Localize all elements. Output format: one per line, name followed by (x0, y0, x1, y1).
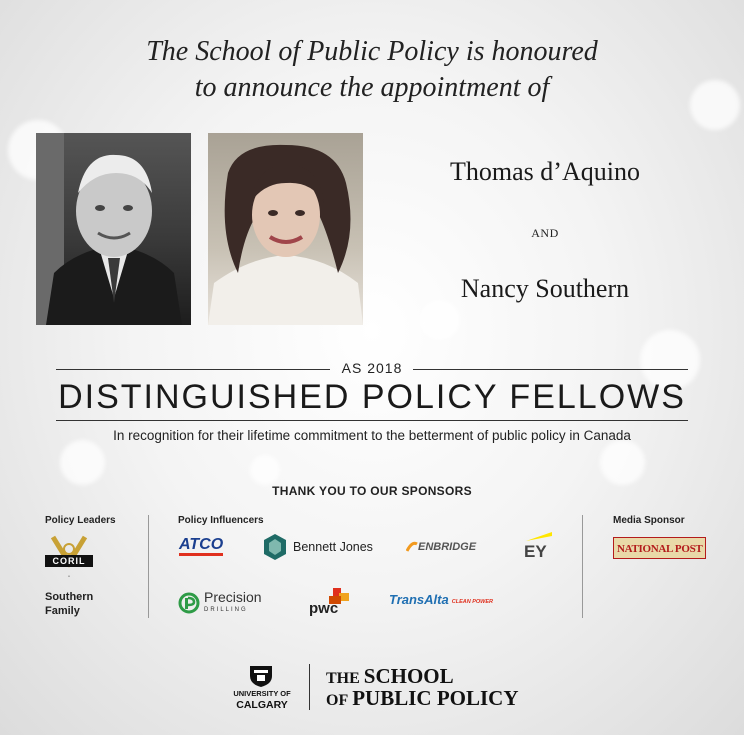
as-year: AS 2018 (341, 360, 403, 376)
ey-beam-icon (522, 532, 554, 542)
ey-logo (522, 532, 554, 564)
atco-wordmark: ATCO (179, 536, 224, 553)
recognition-text: In recognition for their lifetime commitment to the betterment of public policy in Canada (113, 428, 631, 443)
conjunction-and: AND (531, 226, 559, 240)
national-post-logo (613, 537, 706, 559)
headline-line-1: The School of Public Policy is honoured (146, 36, 598, 67)
fellowship-title: DISTINGUISHED POLICY FELLOWS (58, 378, 686, 416)
southern-family-line-1: Southern (45, 591, 94, 603)
coril-wordmark: CORIL (52, 556, 86, 566)
headline-line-2: to announce the appointment of (194, 72, 550, 103)
policy-influencers-label: Policy Influencers (178, 515, 264, 526)
national-post-wordmark: NATIONAL POST (617, 543, 703, 555)
atco-logo (179, 537, 223, 556)
bennett-jones-hex-icon (264, 534, 286, 560)
pwc-logo (309, 588, 351, 620)
precision-wordmark: Precision (204, 589, 262, 605)
transalta-wordmark: TransAlta (389, 592, 449, 607)
portrait-thomas-daquino (36, 133, 191, 325)
svg-text:•: • (68, 575, 70, 580)
sponsor-divider-1 (148, 515, 149, 618)
bokeh-light (250, 455, 280, 485)
enbridge-wordmark: ENBRIDGE (418, 541, 477, 553)
transalta-subtitle: CLEAN POWER (451, 599, 493, 605)
precision-drilling-logo (178, 590, 262, 616)
appointee-name-1: Thomas d’Aquino (450, 157, 640, 186)
bennett-jones-logo (264, 534, 373, 560)
media-sponsor-label: Media Sponsor (613, 515, 685, 526)
footer-divider (309, 664, 310, 710)
school-of-public-policy-line-2 (326, 686, 519, 711)
sponsor-divider-2 (582, 515, 583, 618)
bokeh-light (420, 300, 460, 340)
rule-under-title (56, 420, 688, 421)
ey-wordmark: EY (524, 542, 547, 561)
transalta-logo (389, 592, 493, 607)
appointee-name-2: Nancy Southern (460, 274, 630, 303)
enbridge-swoosh-icon (406, 541, 418, 553)
coril-logo (45, 533, 93, 581)
headline (0, 34, 744, 106)
university-line-2: CALGARY (236, 699, 288, 711)
school-public-policy: PUBLIC POLICY (352, 686, 519, 710)
university-line-1: UNIVERSITY OF (233, 689, 291, 698)
southern-family (45, 590, 93, 618)
university-of-calgary-wordmark (229, 689, 295, 711)
bennett-jones-wordmark: Bennett Jones (293, 540, 373, 554)
southern-family-line-2: Family (45, 605, 80, 617)
portrait-nancy-southern (208, 133, 363, 325)
policy-leaders-label: Policy Leaders (45, 515, 116, 526)
school-the: THE (326, 670, 360, 687)
school-school: SCHOOL (363, 664, 454, 688)
school-of: OF (326, 692, 349, 709)
sponsors-heading: THANK YOU TO OUR SPONSORS (272, 484, 472, 498)
bokeh-light (600, 440, 645, 485)
precision-p-icon (178, 592, 200, 614)
precision-subtitle: DRILLING (204, 607, 248, 613)
pwc-wordmark: pwc (309, 600, 339, 617)
bokeh-light (60, 440, 105, 485)
enbridge-logo (406, 541, 476, 553)
